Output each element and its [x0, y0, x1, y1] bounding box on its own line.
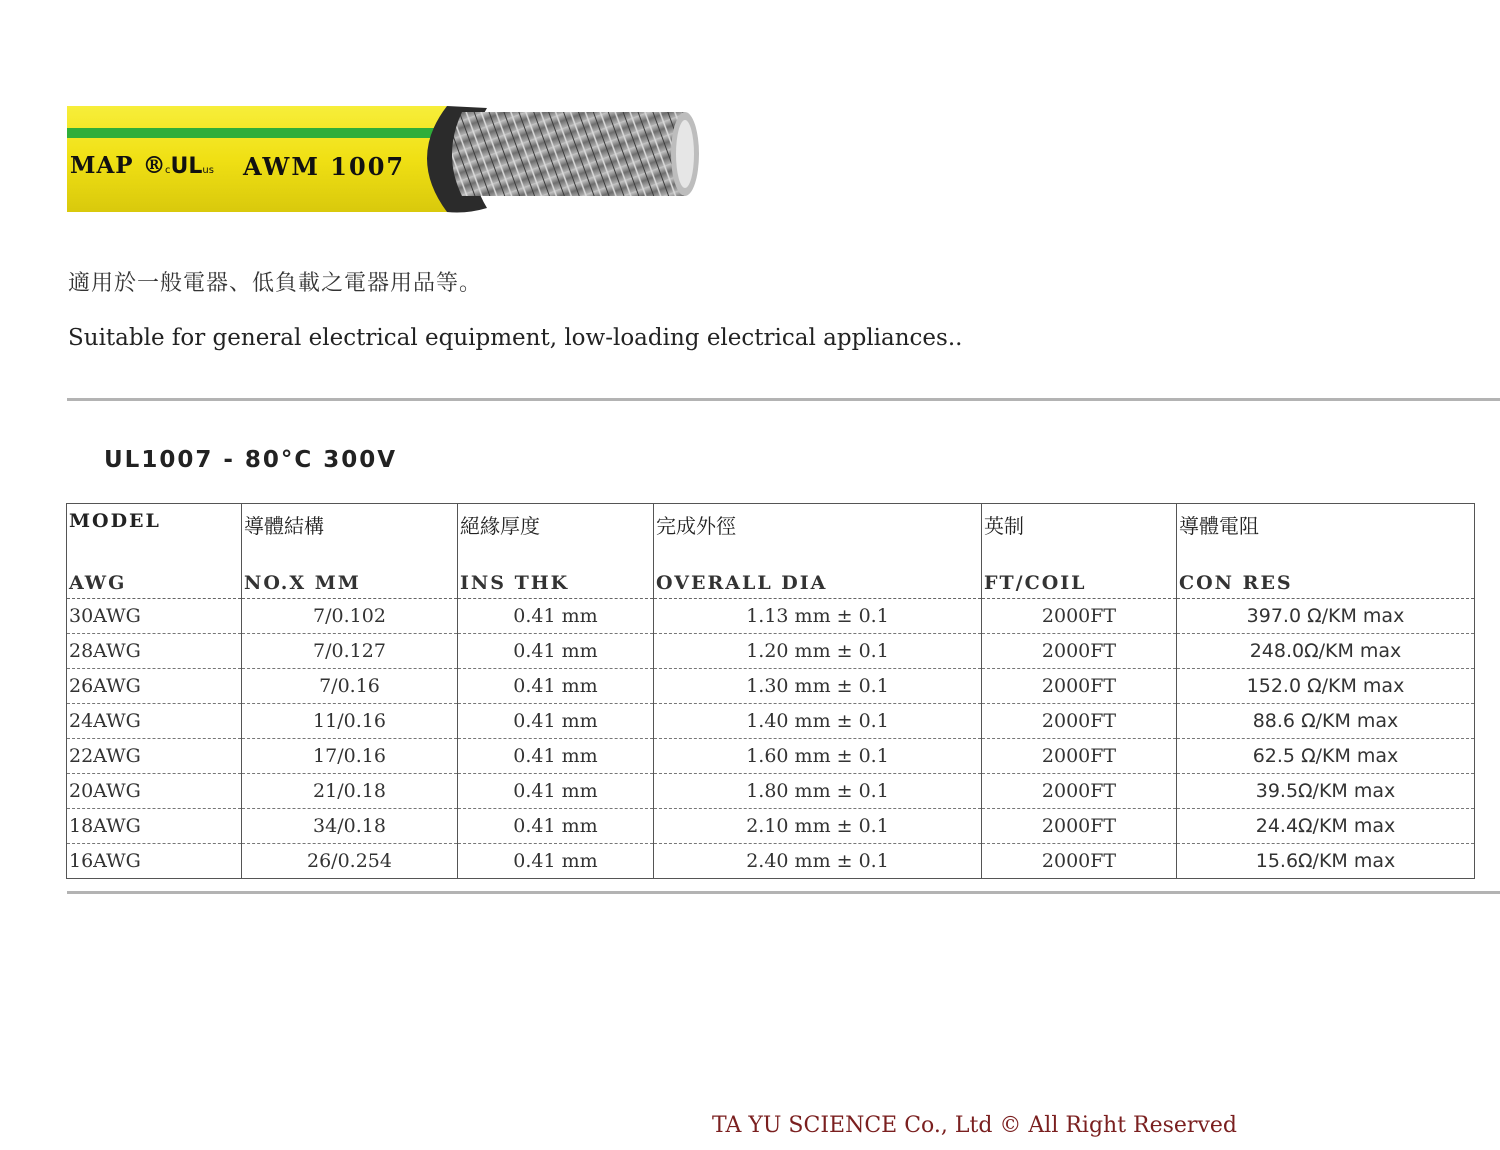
cell-insulation: 0.41 mm [458, 704, 654, 739]
table-row [67, 599, 1475, 634]
cell-insulation: 0.41 mm [458, 634, 654, 669]
cert-mark: UL [170, 154, 203, 179]
cell-resistance: 152.0 Ω/KM max [1177, 669, 1475, 704]
cell-model: 18AWG [67, 809, 242, 844]
cell-conductor: 7/0.102 [242, 599, 458, 634]
cell-coil: 2000FT [982, 739, 1177, 774]
header-coil: 英制 FT/COIL [982, 504, 1177, 599]
cell-resistance: 88.6 Ω/KM max [1177, 704, 1475, 739]
cell-conductor: 7/0.16 [242, 669, 458, 704]
cell-overall-dia: 1.80 mm ± 0.1 [654, 774, 982, 809]
cell-resistance: 248.0Ω/KM max [1177, 634, 1475, 669]
cell-resistance: 397.0 Ω/KM max [1177, 599, 1475, 634]
copyright-footer: TA YU SCIENCE Co., Ltd © All Right Reserved [712, 1113, 1237, 1138]
cell-conductor: 34/0.18 [242, 809, 458, 844]
table-row [67, 704, 1475, 739]
cell-model: 20AWG [67, 774, 242, 809]
table-row [67, 774, 1475, 809]
header-insulation: 絕緣厚度 INS THK [458, 504, 654, 599]
cell-coil: 2000FT [982, 704, 1177, 739]
cell-insulation: 0.41 mm [458, 599, 654, 634]
header-model: MODEL AWG [67, 504, 242, 599]
product-code: AWM 1007 [243, 152, 406, 181]
header-resistance: 導體電阻 CON RES [1177, 504, 1475, 599]
cell-conductor: 7/0.127 [242, 634, 458, 669]
cell-resistance: 15.6Ω/KM max [1177, 844, 1475, 879]
header-overall-dia: 完成外徑 OVERALL DIA [654, 504, 982, 599]
table-row [67, 739, 1475, 774]
cell-model: 28AWG [67, 634, 242, 669]
cell-resistance: 24.4Ω/KM max [1177, 809, 1475, 844]
cell-insulation: 0.41 mm [458, 844, 654, 879]
cell-coil: 2000FT [982, 669, 1177, 704]
table-row [67, 809, 1475, 844]
spec-title: UL1007 - 80°C 300V [104, 447, 398, 473]
cell-model: 24AWG [67, 704, 242, 739]
cell-conductor: 26/0.254 [242, 844, 458, 879]
cell-overall-dia: 2.40 mm ± 0.1 [654, 844, 982, 879]
spec-table [66, 503, 1475, 879]
cell-model: 30AWG [67, 599, 242, 634]
cell-model: 26AWG [67, 669, 242, 704]
cell-conductor: 17/0.16 [242, 739, 458, 774]
brand-mark: MAP ® [70, 152, 167, 179]
cell-overall-dia: 1.60 mm ± 0.1 [654, 739, 982, 774]
cert-us: us [202, 165, 214, 176]
cell-conductor: 11/0.16 [242, 704, 458, 739]
table-row [67, 634, 1475, 669]
cell-overall-dia: 2.10 mm ± 0.1 [654, 809, 982, 844]
table-header-row [67, 504, 1475, 599]
table-row [67, 669, 1475, 704]
cell-insulation: 0.41 mm [458, 739, 654, 774]
cell-overall-dia: 1.30 mm ± 0.1 [654, 669, 982, 704]
cell-insulation: 0.41 mm [458, 774, 654, 809]
cell-resistance: 39.5Ω/KM max [1177, 774, 1475, 809]
cell-coil: 2000FT [982, 599, 1177, 634]
divider-bottom [67, 891, 1500, 894]
header-conductor: 導體結構 NO.X MM [242, 504, 458, 599]
divider-top [67, 398, 1500, 401]
cell-insulation: 0.41 mm [458, 809, 654, 844]
cell-overall-dia: 1.20 mm ± 0.1 [654, 634, 982, 669]
cell-coil: 2000FT [982, 844, 1177, 879]
cell-coil: 2000FT [982, 809, 1177, 844]
description-chinese: 適用於一般電器、低負載之電器用品等。 [68, 271, 483, 296]
description-english: Suitable for general electrical equipment, low-loading electrical appliances.. [68, 325, 963, 351]
cell-conductor: 21/0.18 [242, 774, 458, 809]
cell-overall-dia: 1.40 mm ± 0.1 [654, 704, 982, 739]
cell-insulation: 0.41 mm [458, 669, 654, 704]
cell-coil: 2000FT [982, 774, 1177, 809]
cell-overall-dia: 1.13 mm ± 0.1 [654, 599, 982, 634]
ul-certification-icon [165, 154, 214, 179]
table-row [67, 844, 1475, 879]
cell-resistance: 62.5 Ω/KM max [1177, 739, 1475, 774]
cell-model: 22AWG [67, 739, 242, 774]
cable-product-image [67, 100, 707, 220]
cert-c: c [165, 165, 171, 176]
cell-coil: 2000FT [982, 634, 1177, 669]
cell-model: 16AWG [67, 844, 242, 879]
